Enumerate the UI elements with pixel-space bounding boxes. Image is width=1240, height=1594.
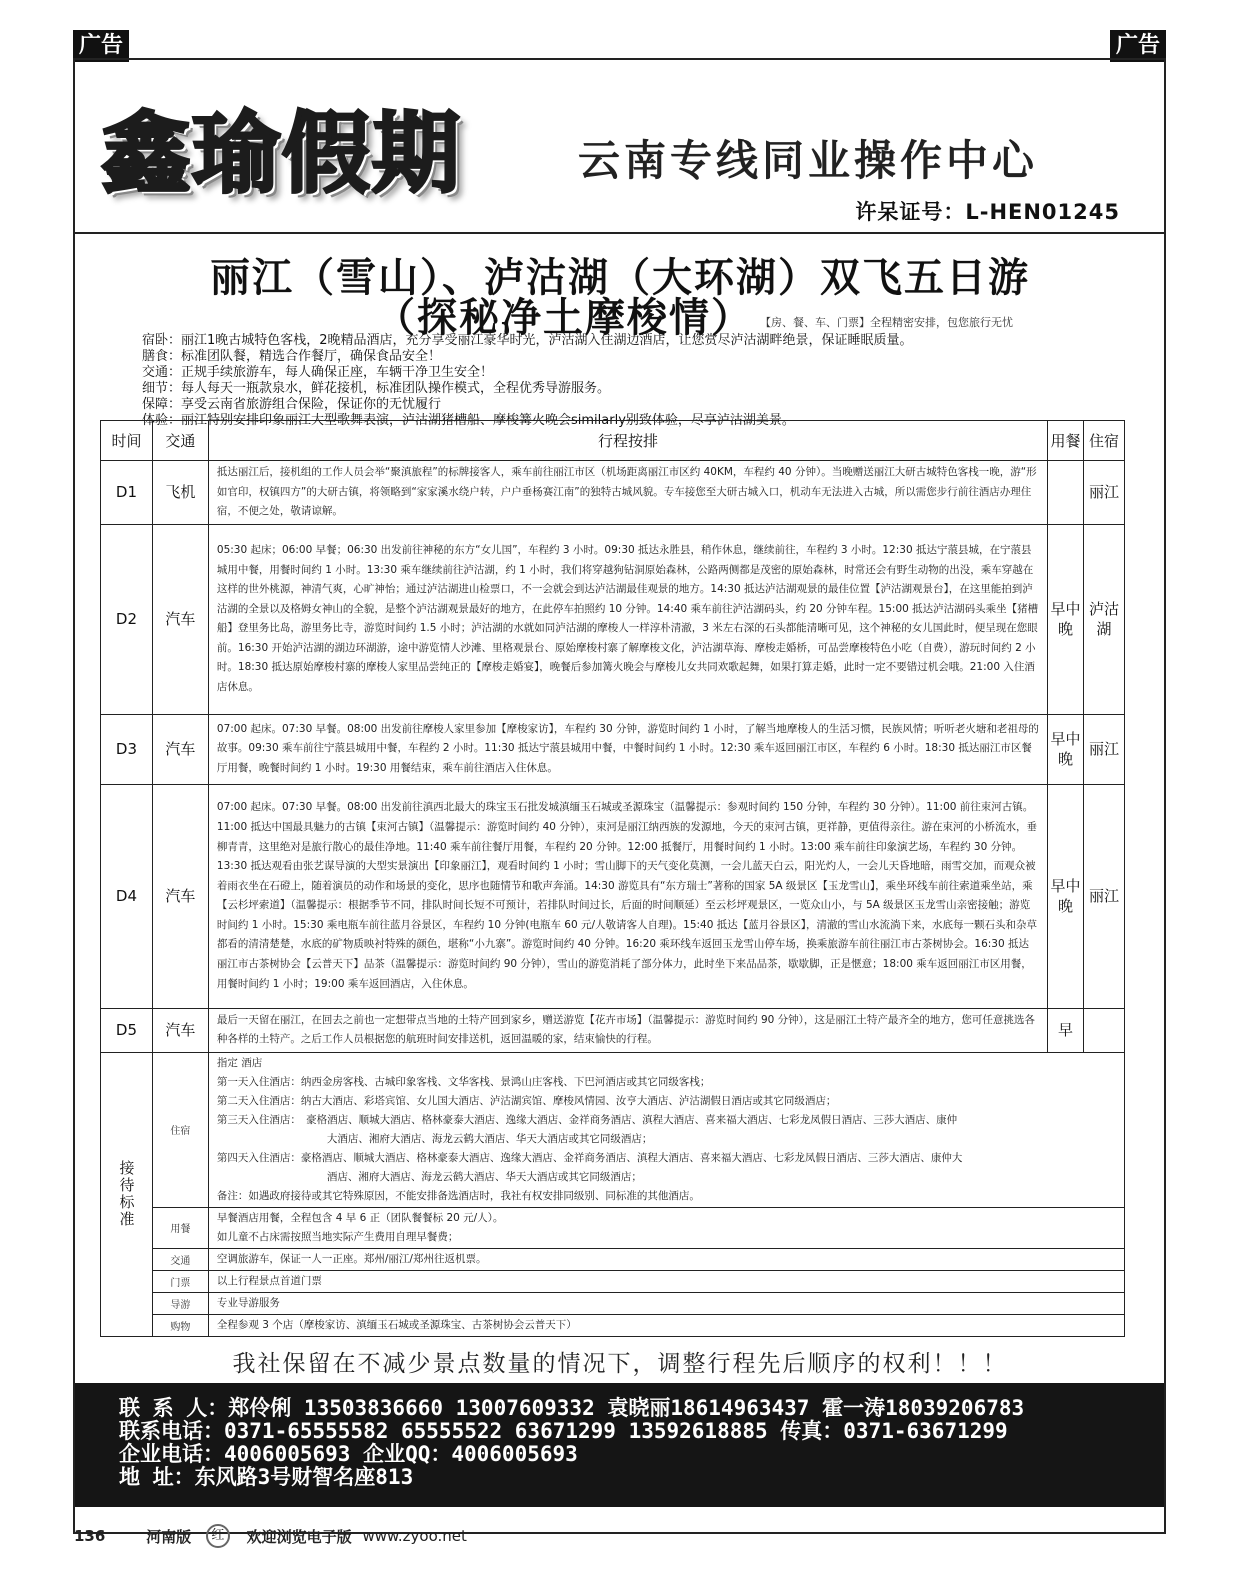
reception-meals-row bbox=[101, 1207, 1125, 1248]
lodging-line: 第四天入住酒店：豪格酒店、顺城大酒店、格林豪泰大酒店、逸缘大酒店、金祥商务酒店、滇程大酒店、喜来福大酒店、七彩龙凤假日酒店、三莎大酒店、康仲大 bbox=[216, 1151, 963, 1164]
reception-guide-row bbox=[101, 1292, 1125, 1314]
lodging-line: 第二天入住酒店：纳古大酒店、彩塔宾馆、女儿国大酒店、泸沽湖宾馆、摩梭风情园、汝亨大酒店、泸沽湖假日酒店或其它同级酒店； bbox=[216, 1094, 837, 1107]
day-label: D5 bbox=[101, 1008, 153, 1052]
day-stay: 泸沽湖 bbox=[1083, 524, 1124, 714]
day-transport: 汽车 bbox=[152, 524, 208, 714]
day-schedule: 05:30 起床；06:00 早餐；06:30 出发前往神秘的东方“女儿国”，车程约 3 小时。09:30 抵达永胜县，稍作休息，继续前往，车程约 3 小时。12:30 抵达宁蒗县城，在宁蒗县城用中餐，用餐时间约 1 小时。13:30 乘车继续前往泸沽湖，约 1 小时，我们将穿越狗钻洞原始森林，公路两侧都是茂密的原始森林，时常还会有野生动物的出没，乘车穿越在这样的世外桃源，神清气爽，心旷神怡；通过泸沽湖进山检票口，不一会就会到达泸沽湖最佳观景的地方。14:30 抵达泸沽湖观景的最佳位置【泸沽湖观景台】，在这里能拍到泸沽湖的全景以及格姆女神山的全貌，是整个泸沽湖观景最好的地方，在此停车拍照约 10 分钟。14:40 乘车前往泸沽湖码头，约 20 分钟车程。15:00 抵达泸沽湖码头乘坐【猪槽船】登里务比岛，游里务比寺，游览时间约 1.5 小时；泸沽湖的水就如同泸沽湖的摩梭人一样淳朴清澈，3 米左右深的石头都能清晰可见，这个神秘的女儿国此时，便呈现在您眼前。16:30 开始泸沽湖的湖边环湖游，途中游览情人沙滩、里格观景台、原始摩梭村寨了解摩梭文化，泸沽湖草海、摩梭走婚桥，可品尝摩梭特色小吃（自费），游玩时间约 2 小时。18:30 抵达原始摩梭村寨的摩梭人家里品尝纯正的【摩梭走婚宴】，晚餐后参加篝火晚会与摩梭儿女共同欢歌起舞，如果打算走婚，此时一定不要错过机会哦。21:00 入住酒店休息。 bbox=[208, 524, 1047, 714]
hong-circle-icon: 红 bbox=[206, 1524, 230, 1548]
day-stay bbox=[1083, 1008, 1124, 1052]
table-row bbox=[101, 784, 1125, 1008]
day-schedule: 07:00 起床。07:30 早餐。08:00 出发前往摩梭人家里参加【摩梭家访】，车程约 30 分钟，游览时间约 1 小时，了解当地摩梭人的生活习惯，民族风情；听听老火塘和老祖母的故事。09:30 乘车前往宁蒗县城用中餐，车程约 2 小时。11:30 抵达宁蒗县城用中餐，中餐时间约 1 小时。12:30 乘车返回丽江市区，车程约 6 小时。18:30 抵达丽江市区餐厅用餐，晚餐时间约 1 小时。19:30 用餐结束，乘车前往酒店入住休息。 bbox=[208, 714, 1047, 784]
meals-label: 用餐 bbox=[152, 1207, 208, 1248]
day-stay: 丽江 bbox=[1083, 784, 1124, 1008]
reception-shopping-row bbox=[101, 1314, 1125, 1336]
reception-transport-row bbox=[101, 1248, 1125, 1270]
feature-item: 保障：享受云南省旅游组合保险，保证你的无忧履行 bbox=[142, 397, 442, 412]
site-url[interactable]: www.zyoo.net bbox=[362, 1527, 467, 1545]
contact-company: 企业电话：4006005693 企业QQ：4006005693 bbox=[119, 1442, 578, 1466]
day-label: D3 bbox=[101, 714, 153, 784]
feature-item: 膳食：标准团队餐，精选合作餐厅，确保食品安全！ bbox=[142, 349, 442, 364]
guide-detail: 专业导游服务 bbox=[208, 1292, 1124, 1314]
day-transport: 飞机 bbox=[152, 461, 208, 525]
table-row bbox=[101, 714, 1125, 784]
lodging-line: 备注：如遇政府接待或其它特殊原因，不能安排备选酒店时，我社有权安排同级别、同标准的其他酒店。 bbox=[216, 1189, 700, 1202]
adjustment-notice: 我社保留在不减少景点数量的情况下，调整行程先后顺序的权利！！！ bbox=[232, 1351, 1008, 1377]
reception-label: 接待标准 bbox=[101, 1052, 153, 1336]
tickets-detail: 以上行程景点首道门票 bbox=[208, 1270, 1124, 1292]
tickets-label: 门票 bbox=[152, 1270, 208, 1292]
day-stay: 丽江 bbox=[1083, 714, 1124, 784]
brand-slogan: 云南专线同业操作中心 bbox=[578, 136, 1039, 185]
license-number: 许呆证号：L-HEN01245 bbox=[855, 200, 1120, 224]
day-stay: 丽江 bbox=[1083, 461, 1124, 525]
ad-tag-left: 广告 bbox=[73, 30, 129, 62]
day-transport: 汽车 bbox=[152, 784, 208, 1008]
meals-line: 如儿童不占床需按照当地实际产生费用自理早餐费； bbox=[216, 1230, 459, 1243]
lodging-line: 指定 酒店 bbox=[216, 1056, 263, 1069]
header-transport: 交通 bbox=[152, 421, 208, 461]
page-footer bbox=[74, 1524, 467, 1548]
table-row bbox=[101, 461, 1125, 525]
meals-line: 早餐酒店用餐，全程包含 4 早 6 正（团队餐餐标 20 元/人）。 bbox=[216, 1211, 504, 1224]
transport-detail: 空调旅游车，保证一人一正座。郑州/丽江/郑州往返机票。 bbox=[208, 1248, 1124, 1270]
contact-address: 地 址：东风路3号财智名座813 bbox=[119, 1465, 414, 1489]
feature-item: 交通：正规手续旅游车，每人确保正座，车辆干净卫生安全！ bbox=[142, 365, 494, 380]
table-row bbox=[101, 524, 1125, 714]
day-meal: 早中晚 bbox=[1048, 524, 1084, 714]
day-transport: 汽车 bbox=[152, 1008, 208, 1052]
day-meal: 早 bbox=[1048, 1008, 1084, 1052]
reception-lodging-row bbox=[101, 1052, 1125, 1207]
day-meal: 早中晚 bbox=[1048, 714, 1084, 784]
tour-note: 【房、餐、车、门票】全程精密安排，包您旅行无忧 bbox=[760, 316, 1013, 329]
table-header-row bbox=[101, 421, 1125, 461]
header-meal: 用餐 bbox=[1048, 421, 1084, 461]
contact-panel bbox=[75, 1383, 1164, 1507]
feature-item: 宿卧：丽江1晚古城特色客栈，2晚精品酒店，充分享受丽江豪华时光，泸沽湖入住湖边酒店，让您赏尽泸沽湖畔绝景，保证睡眠质量。 bbox=[142, 333, 913, 348]
meals-detail bbox=[208, 1207, 1124, 1248]
brand-logo: 鑫瑜假期 bbox=[102, 102, 463, 205]
day-label: D4 bbox=[101, 784, 153, 1008]
day-transport: 汽车 bbox=[152, 714, 208, 784]
lodging-line: 第一天入住酒店：纳西金房客栈、古城印象客栈、文华客栈、景鸿山庄客栈、下巴河酒店或其它同级客栈； bbox=[216, 1075, 711, 1088]
day-schedule: 最后一天留在丽江，在回去之前也一定想带点当地的土特产回到家乡，赠送游览【花卉市场】（温馨提示：游览时间约 90 分钟），这是丽江土特产最齐全的地方，您可任意挑选各种各样的土特产。之后工作人员根据您的航班时间安排送机，返回温暖的家，结束愉快的行程。 bbox=[208, 1008, 1047, 1052]
header-schedule: 行程按排 bbox=[208, 421, 1047, 461]
feature-list bbox=[142, 333, 913, 429]
header-time: 时间 bbox=[101, 421, 153, 461]
day-schedule: 07:00 起床。07:30 早餐。08:00 出发前往滇西北最大的珠宝玉石批发城滇缅玉石城或圣源珠宝（温馨提示：参观时间约 150 分钟，车程约 30 分钟）。11:00 前往束河古镇。11:00 抵达中国最具魅力的古镇【束河古镇】（温馨提示：游览时间约 40 分钟），束河是丽江纳西族的发源地，今天的束河古镇，更祥静，更值得亲往。游在束河的小桥流水，垂柳青青，这里绝对是旅行散心的最佳净地。11:40 乘车前往餐厅用餐，车程约 20 分钟。12:00 抵餐厅，用餐时间约 1 小时。13:00 乘车前往印象演艺场，车程约 30 分钟。13:30 抵达观看由张艺谋导演的大型实景演出【印象丽江】，观看时间约 1 小时；雪山脚下的天气变化莫测，一会儿蓝天白云，阳光灼人，一会儿天昏地暗，雨雪交加，而观众被着雨衣坐在石磴上，随着演员的动作和场景的变化，思序也随情节和歌声奔涌。14:30 游览具有“东方瑞士”著称的国家 5A 级景区【玉龙雪山】，乘坐环线车前往索道乘坐站，乘【云杉坪索道】（温馨提示：根据季节不同，排队时间长短不可预计，若排队时间过长，后面的时间顺延）至云杉坪观景区，一览众山小，与 5A 级景区玉龙雪山亲密接触；游览时间约 1 小时。15:30 乘电瓶车前往蓝月谷景区，车程约 10 分钟(电瓶车 60 元/人敬请客人自理)。15:40 抵达【蓝月谷景区】，清澈的雪山水流淌下来，水底每一颗石头和杂草都看的清清楚楚，水底的矿物质映衬特殊的颜色，堪称“小九寨”。游览时间约 40 分钟。16:20 乘环线车返回玉龙雪山停车场，换乘旅游车前往丽江市古茶树协会。16:30 抵达丽江市古茶树协会【云普天下】品茶（温馨提示：游览时间约 90 分钟），雪山的游览消耗了部分体力，此时坐下来品品茶，歇歇脚，正是惬意；18:00 乘车返回丽江市区用餐，用餐时间约 1 小时；19:00 乘车返回酒店，入住休息。 bbox=[208, 784, 1047, 1008]
contact-phones: 联系电话：0371-65555582 65555522 63671299 13592618885 传真：0371-63671299 bbox=[119, 1419, 1008, 1443]
lodging-line: 大酒店、湘府大酒店、海龙云鹤大酒店、华天大酒店或其它同级酒店； bbox=[326, 1132, 653, 1145]
table-row bbox=[101, 1008, 1125, 1052]
reception-tickets-row bbox=[101, 1270, 1125, 1292]
lodging-line: 酒店、湘府大酒店、海龙云鹤大酒店、华天大酒店或其它同级酒店； bbox=[326, 1170, 642, 1183]
lodging-detail bbox=[208, 1052, 1124, 1207]
edition-label: 河南版 bbox=[146, 1527, 192, 1546]
tour-subtitle: （探秘净土摩梭情） bbox=[375, 295, 753, 341]
shopping-detail: 全程参观 3 个店（摩梭家访、滇缅玉石城或圣源珠宝、古茶树协会云普天下） bbox=[208, 1314, 1124, 1336]
welcome-text: 欢迎浏览电子版 bbox=[246, 1527, 352, 1546]
page-number: 136 bbox=[74, 1527, 106, 1545]
day-meal: 早中晚 bbox=[1048, 784, 1084, 1008]
header-stay: 住宿 bbox=[1083, 421, 1124, 461]
header-divider bbox=[75, 232, 1164, 234]
tour-title: 丽江（雪山）、泸沽湖（大环湖）双飞五日游 bbox=[210, 255, 1030, 301]
feature-item: 体验：丽江特别安排印象丽江大型歌舞表演，泸沽湖猪槽船、摩梭篝火晚会similarly别致体验，尽享泸沽湖美景。 bbox=[142, 413, 795, 428]
day-label: D1 bbox=[101, 461, 153, 525]
ad-tag-right: 广告 bbox=[1110, 30, 1166, 62]
feature-item: 细节：每人每天一瓶款泉水，鲜花接机，标准团队操作模式，全程优秀导游服务。 bbox=[142, 381, 611, 396]
lodging-label: 住宿 bbox=[152, 1052, 208, 1207]
lodging-line: 第三天入住酒店： 豪格酒店、顺城大酒店、格林豪泰大酒店、逸缘大酒店、金祥商务酒店、滇程大酒店、喜来福大酒店、七彩龙凤假日酒店、三莎大酒店、康仲 bbox=[216, 1113, 958, 1126]
day-schedule: 抵达丽江后，接机组的工作人员会举“聚滇旅程”的标牌接客人，乘车前往丽江市区（机场距离丽江市区约 40KM，车程约 40 分钟）。当晚赠送丽江大研古城特色客栈一晚，游“形如官印，权镇四方”的大研古镇，将领略到“家家溪水绕户转，户户垂杨赛江南”的独特古城风貌。专车接您至大研古城入口，机动车无法进入古城，所以需您步行前往酒店办理住宿，不便之处，敬请谅解。 bbox=[208, 461, 1047, 525]
day-meal bbox=[1048, 461, 1084, 525]
itinerary-table bbox=[100, 420, 1125, 1337]
day-label: D2 bbox=[101, 524, 153, 714]
contact-people: 联 系 人：郑伶俐 13503836660 13007609332 袁晓丽18614963437 霍一涛18039206783 bbox=[119, 1396, 1025, 1420]
transport-label: 交通 bbox=[152, 1248, 208, 1270]
guide-label: 导游 bbox=[152, 1292, 208, 1314]
shopping-label: 购物 bbox=[152, 1314, 208, 1336]
